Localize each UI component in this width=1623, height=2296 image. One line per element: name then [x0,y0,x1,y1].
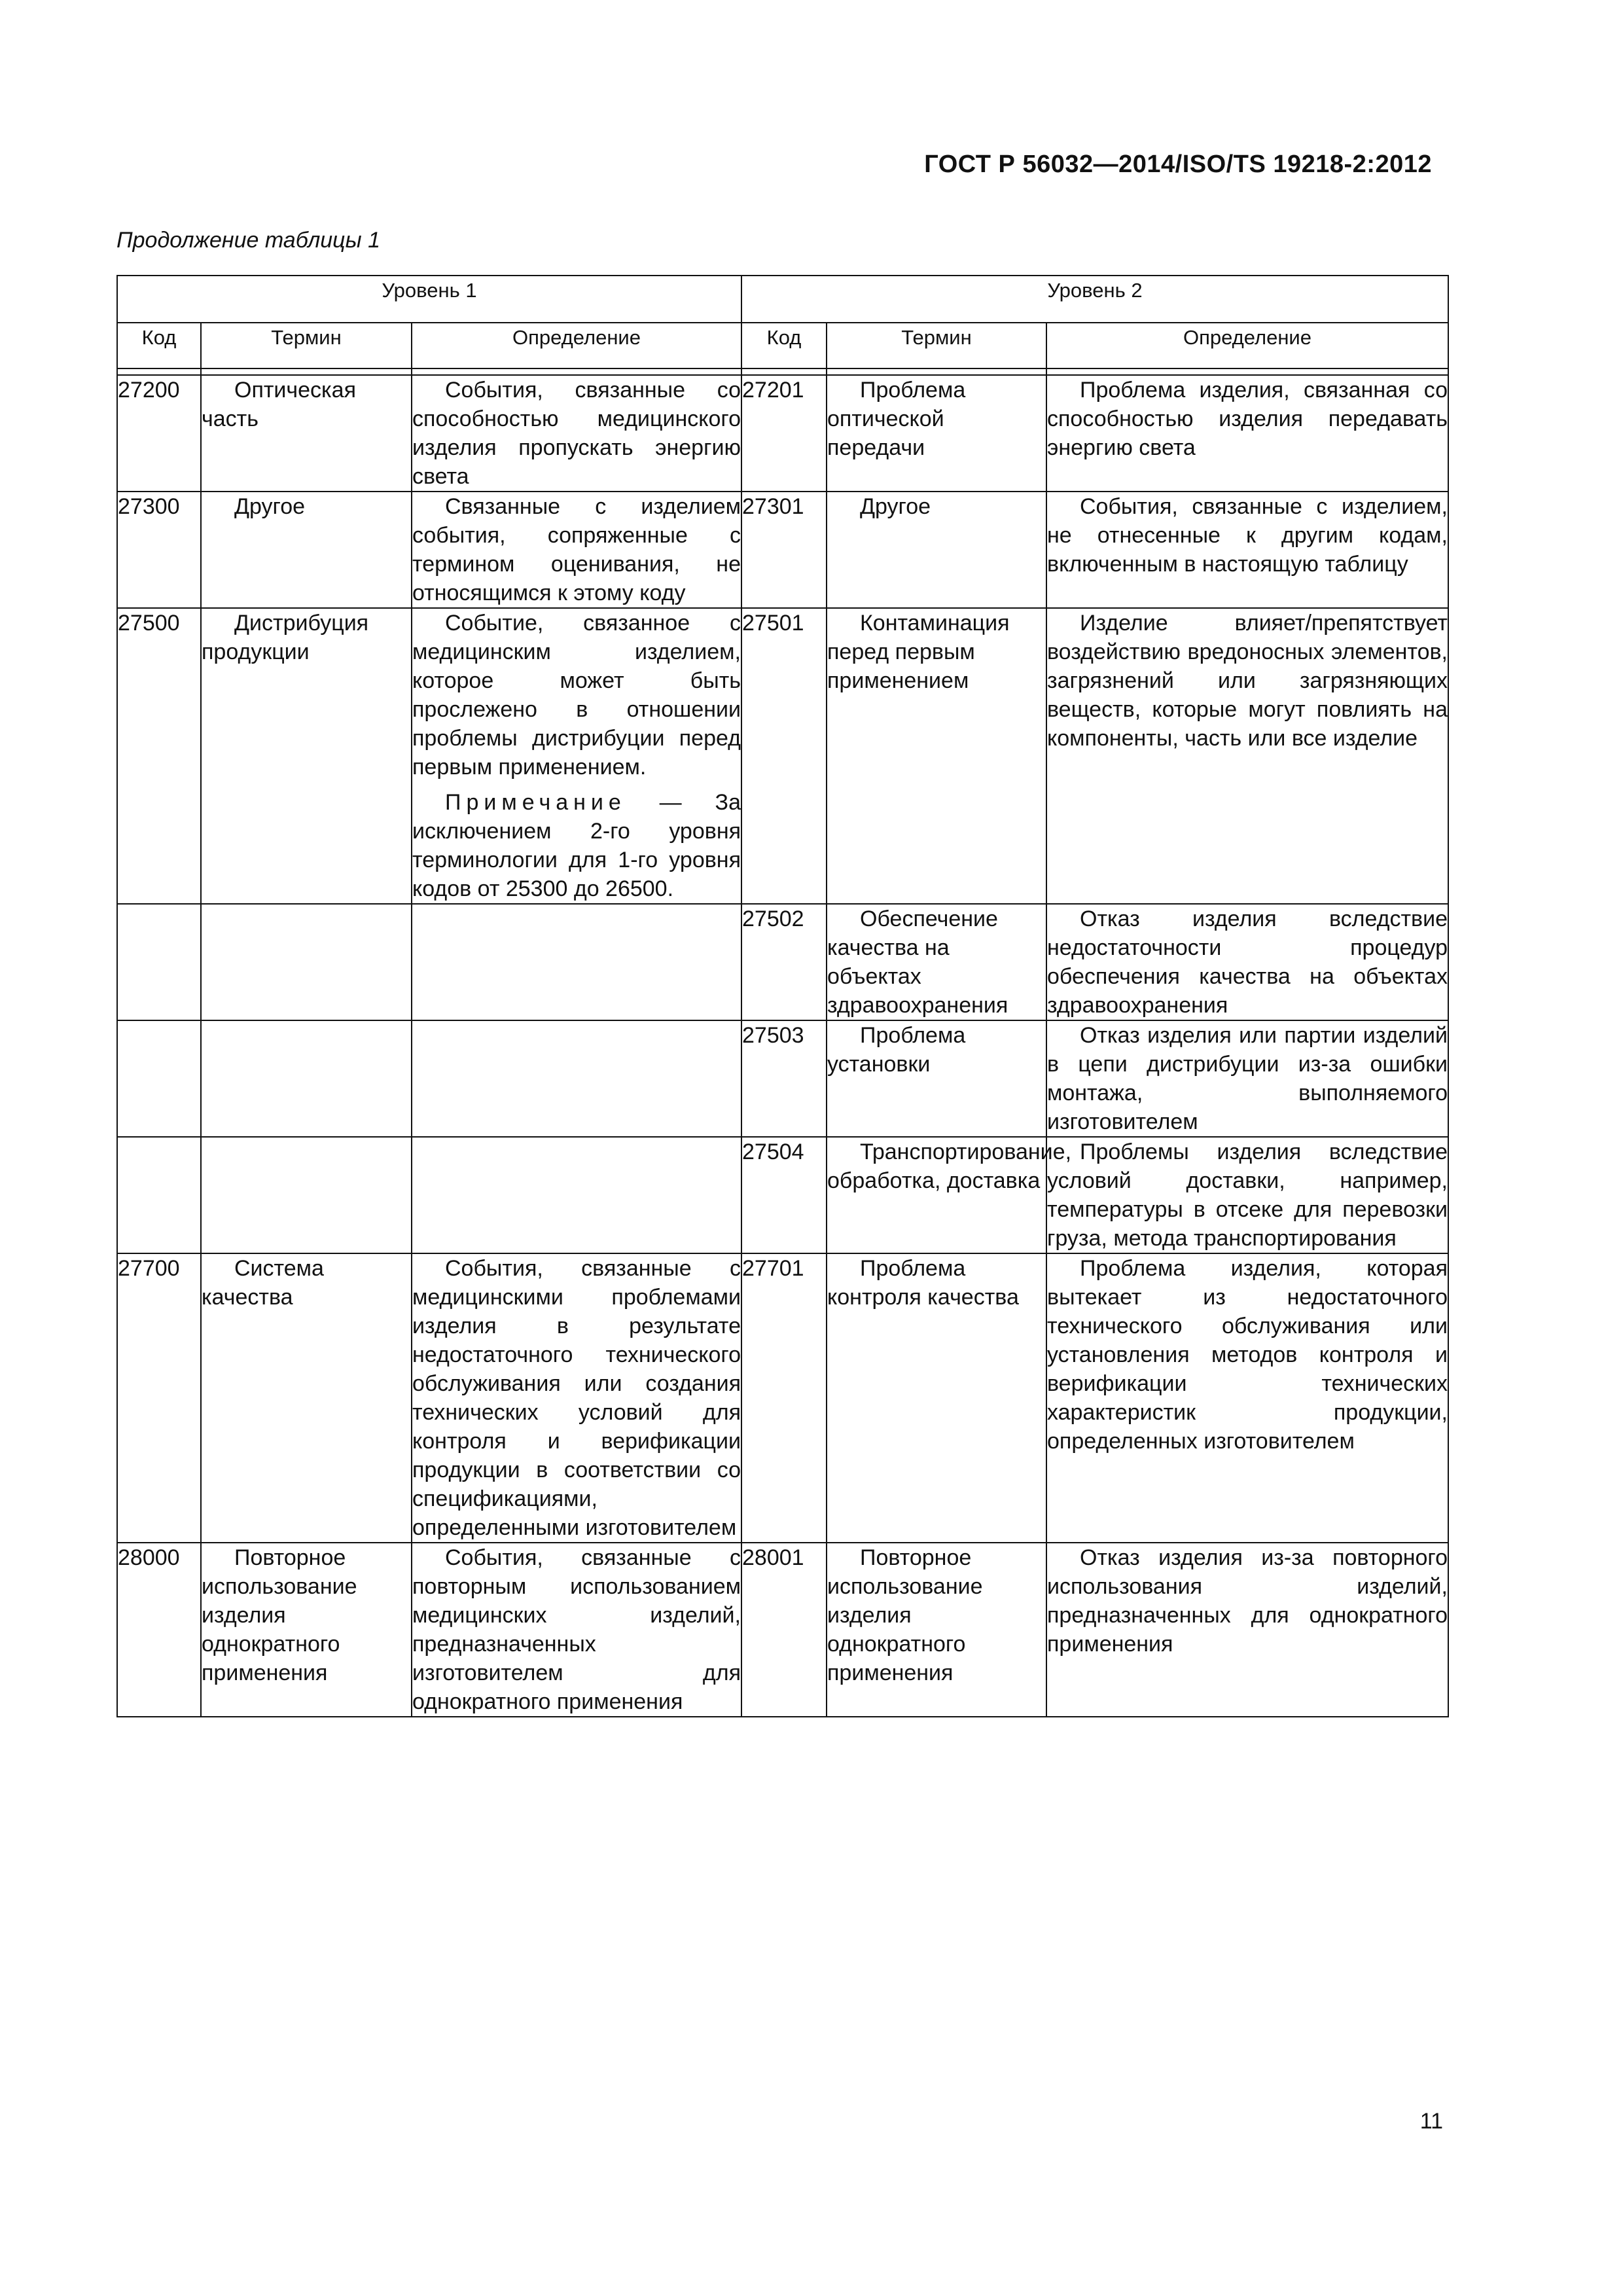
l2-term-cell: Проблема контроля качества [827,1253,1046,1543]
header-separator [117,368,1448,375]
l1-code-cell [117,904,201,1020]
page-number: 11 [1419,2109,1443,2134]
l1-definition-text: Связанные с изделием события, сопряженные с термином оценивания, не относящимся к этому коду [412,494,741,605]
l2-definition-cell [1046,1253,1448,1543]
l1-code-cell: 27200 [117,375,201,492]
table-caption: Продолжение таблицы 1 [116,228,380,253]
l1-term-cell: Оптическая часть [201,375,412,492]
table-row [117,608,1448,904]
table-row [117,375,1448,492]
l1-definition-cell [412,1253,741,1543]
l2-term-cell: Транспортирование, обработка, доставка [827,1137,1046,1253]
note-label: Примечание [445,790,626,815]
l1-definition-cell [412,1543,741,1717]
l1-def-header: Определение [412,323,741,368]
l1-code-cell [117,1137,201,1253]
l1-definition-text: Событие, связанное с медицинским изделием, которое может быть прослежено в отношении проблемы дистрибуции перед первым применением. [412,611,741,780]
table-row [117,492,1448,608]
l2-definition-cell [1046,492,1448,608]
table-row [117,1020,1448,1137]
table-row [117,1137,1448,1253]
l1-definition-cell [412,608,741,904]
l2-definition-text: Проблема изделия, которая вытекает из недостаточного технического обслуживания или установления методов контроля и верификации технических характеристик продукции, определенных изготовителем [1047,1256,1448,1454]
l2-code-cell: 27501 [741,608,827,904]
l2-code-cell: 28001 [741,1543,827,1717]
l2-definition-cell [1046,1137,1448,1253]
l1-term-cell: Дистрибуция продукции [201,608,412,904]
l1-term-cell: Повторное использование изделия однократного применения [201,1543,412,1717]
table-row [117,1253,1448,1543]
l2-definition-cell [1046,375,1448,492]
l2-code-cell: 27301 [741,492,827,608]
l2-term-cell: Проблема оптической передачи [827,375,1046,492]
l1-term-cell: Система качества [201,1253,412,1543]
l1-definition-text: События, связанные с повторным использованием медицинских изделий, предназначенных изготовителем для однократного применения [412,1545,741,1714]
note-text: — За исключением 2-го уровня терминологии для 1-го уровня кодов от 25300 до 26500. [412,790,741,901]
table-row [117,904,1448,1020]
l2-term-cell: Контаминация перед первым применением [827,608,1046,904]
l1-definition-cell [412,1020,741,1137]
l2-term-header: Термин [827,323,1046,368]
l1-code-cell: 27500 [117,608,201,904]
l2-code-cell: 27701 [741,1253,827,1543]
definition-note [412,788,741,903]
l2-definition-text: Отказ изделия из-за повторного использования изделий, предназначенных для однократного применения [1047,1545,1448,1657]
document-standard-header: ГОСТ Р 56032—2014/ISO/TS 19218-2:2012 [924,151,1432,178]
l2-term-cell: Обеспечение качества на объектах здравоохранения [827,904,1046,1020]
l1-definition-text: События, связанные со способностью медицинского изделия пропускать энергию света [412,378,741,489]
l1-term-cell: Другое [201,492,412,608]
l2-definition-text: Изделие влияет/препятствует воздействию вредоносных элементов, загрязнений или загрязняющих веществ, которые могут повлиять на компоненты, часть или все изделие [1047,611,1448,751]
l2-def-header: Определение [1046,323,1448,368]
l2-definition-cell [1046,608,1448,904]
l2-term-cell: Проблема установки [827,1020,1046,1137]
l1-definition-cell [412,375,741,492]
l1-code-cell: 27300 [117,492,201,608]
l1-definition-cell [412,1137,741,1253]
l2-code-header: Код [741,323,827,368]
l2-definition-text: Отказ изделия или партии изделий в цепи дистрибуции из-за ошибки монтажа, выполняемого изготовителем [1047,1023,1448,1134]
table-row [117,1543,1448,1717]
level-header-row [117,276,1448,323]
l1-definition-text: События, связанные с медицинскими проблемами изделия в результате недостаточного технического обслуживания или создания технических условий для контроля и верификации продукции в соответствии со спецификациями, определенными изготовителем [412,1256,741,1540]
l1-definition-cell [412,904,741,1020]
level2-header: Уровень 2 [741,276,1448,323]
l2-definition-text: Проблема изделия, связанная со способностью изделия передавать энергию света [1047,378,1448,460]
l2-code-cell: 27503 [741,1020,827,1137]
l2-definition-text: События, связанные с изделием, не отнесенные к другим кодам, включенным в настоящую таблицу [1047,494,1448,577]
classification-table [116,275,1449,1717]
l2-definition-cell [1046,1020,1448,1137]
l2-code-cell: 27502 [741,904,827,1020]
l1-code-cell [117,1020,201,1137]
l2-definition-text: Отказ изделия вследствие недостаточности процедур обеспечения качества на объектах здравоохранения [1047,906,1448,1018]
l1-term-cell [201,904,412,1020]
l2-definition-cell [1046,1543,1448,1717]
l1-definition-cell [412,492,741,608]
column-header-row [117,323,1448,368]
l1-term-header: Термин [201,323,412,368]
l1-term-cell [201,1020,412,1137]
l2-code-cell: 27201 [741,375,827,492]
l2-definition-cell [1046,904,1448,1020]
level1-header: Уровень 1 [117,276,741,323]
l2-definition-text: Проблемы изделия вследствие условий доставки, например, температуры в отсеке для перевозки груза, метода транспортирования [1047,1139,1448,1251]
l1-code-header: Код [117,323,201,368]
l2-code-cell: 27504 [741,1137,827,1253]
l2-term-cell: Другое [827,492,1046,608]
l1-term-cell [201,1137,412,1253]
l1-code-cell: 27700 [117,1253,201,1543]
l1-code-cell: 28000 [117,1543,201,1717]
l2-term-cell: Повторное использование изделия однократного применения [827,1543,1046,1717]
